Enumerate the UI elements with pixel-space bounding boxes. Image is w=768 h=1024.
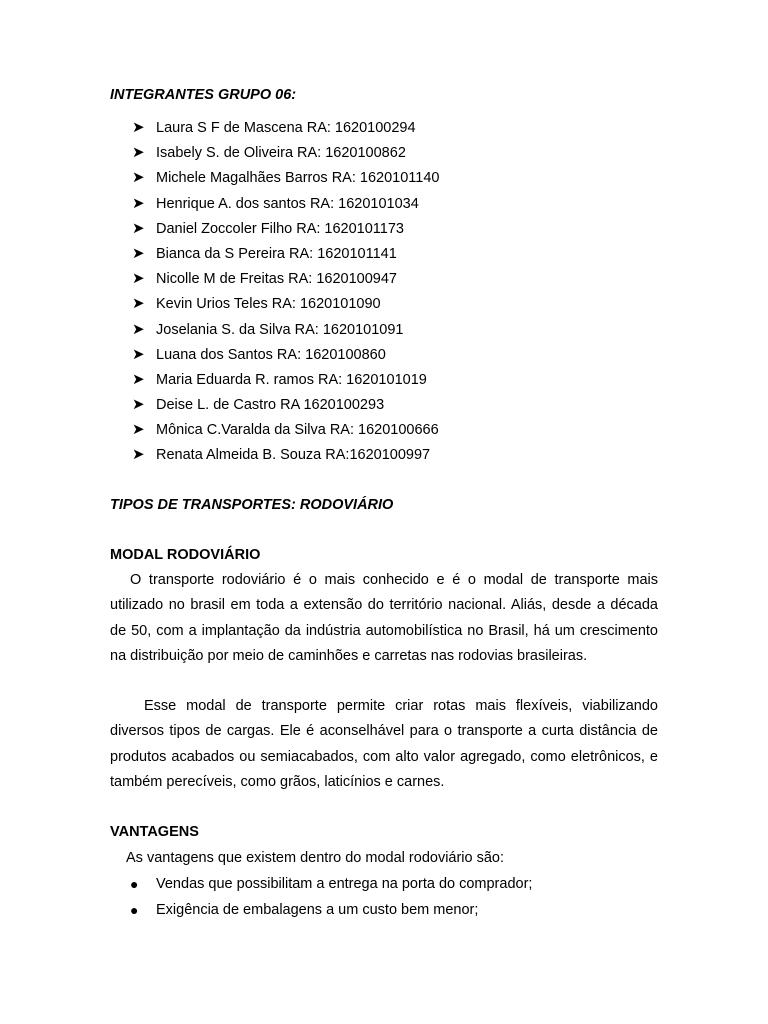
arrowhead-bullet-icon: ➤ bbox=[132, 320, 145, 338]
dot-bullet-icon: ● bbox=[130, 876, 139, 892]
arrowhead-bullet-icon: ➤ bbox=[132, 446, 145, 464]
member-name: Maria Eduarda R. ramos RA: 1620101019 bbox=[156, 371, 427, 388]
member-name: Daniel Zoccoler Filho RA: 1620101173 bbox=[156, 220, 404, 237]
group-title: INTEGRANTES GRUPO 06: bbox=[110, 87, 297, 103]
member-name: Luana dos Santos RA: 1620100860 bbox=[156, 346, 386, 363]
modal-paragraph-1: O transporte rodoviário é o mais conhecido e é o modal de transporte mais utilizado no brasil em toda a extensão do território nacional. Aliás, desde a década de 50, com a implantação da indústria automobilística no Brasil, há um crescimento na distribuição por meio de caminhões e carretas nas rodovias brasileiras. bbox=[110, 572, 658, 665]
member-name: Kevin Urios Teles RA: 1620101090 bbox=[156, 296, 381, 313]
member-name: Joselania S. da Silva RA: 1620101091 bbox=[156, 321, 404, 338]
arrowhead-bullet-icon: ➤ bbox=[132, 421, 145, 439]
list-item bbox=[132, 345, 439, 370]
member-name: Mônica C.Varalda da Silva RA: 1620100666 bbox=[156, 422, 439, 439]
arrowhead-bullet-icon: ➤ bbox=[132, 295, 145, 313]
list-item bbox=[132, 320, 439, 345]
list-item bbox=[132, 294, 439, 319]
transport-types-heading: TIPOS DE TRANSPORTES: RODOVIÁRIO bbox=[110, 497, 394, 513]
list-item bbox=[132, 420, 439, 445]
advantages-intro: As vantagens que existem dentro do modal rodoviário são: bbox=[126, 850, 505, 866]
advantages-list bbox=[130, 874, 532, 925]
list-item bbox=[132, 143, 439, 168]
arrowhead-bullet-icon: ➤ bbox=[132, 119, 145, 136]
member-name: Nicolle M de Freitas RA: 1620100947 bbox=[156, 271, 397, 288]
list-item bbox=[132, 194, 439, 219]
arrowhead-bullet-icon: ➤ bbox=[132, 219, 145, 237]
modal-paragraph-2: Esse modal de transporte permite criar rotas mais flexíveis, viabilizando diversos tipos de cargas. Ele é aconselhável para o transporte a curta distância de produtos acabados ou semiacabados, com alto valor agregado, como eletrônicos, e também perecíveis, como grãos, laticínios e carnes. bbox=[110, 698, 658, 791]
advantages-heading: VANTAGENS bbox=[110, 824, 199, 840]
arrowhead-bullet-icon: ➤ bbox=[132, 194, 145, 212]
list-item bbox=[132, 445, 439, 470]
member-name: Deise L. de Castro RA 1620100293 bbox=[156, 397, 385, 414]
member-name: Renata Almeida B. Souza RA:1620100997 bbox=[156, 447, 431, 464]
member-name: Michele Magalhães Barros RA: 1620101140 bbox=[156, 170, 440, 187]
arrowhead-bullet-icon: ➤ bbox=[132, 396, 145, 414]
arrowhead-bullet-icon: ➤ bbox=[132, 169, 145, 187]
list-item bbox=[132, 370, 439, 395]
list-item bbox=[132, 118, 439, 143]
arrowhead-bullet-icon: ➤ bbox=[132, 270, 145, 288]
list-item bbox=[132, 244, 439, 269]
dot-bullet-icon: ● bbox=[130, 901, 139, 918]
list-item bbox=[132, 219, 439, 244]
member-list bbox=[132, 118, 439, 471]
list-item bbox=[132, 168, 439, 193]
arrowhead-bullet-icon: ➤ bbox=[132, 370, 145, 388]
list-item bbox=[132, 269, 439, 294]
advantage-text: Vendas que possibilitam a entrega na porta do comprador; bbox=[156, 876, 533, 892]
list-item bbox=[132, 395, 439, 420]
list-item bbox=[130, 900, 532, 926]
member-name: Laura S F de Mascena RA: 1620100294 bbox=[156, 120, 416, 136]
member-name: Isabely S. de Oliveira RA: 1620100862 bbox=[156, 145, 406, 162]
arrowhead-bullet-icon: ➤ bbox=[132, 244, 145, 262]
arrowhead-bullet-icon: ➤ bbox=[132, 144, 145, 162]
list-item bbox=[130, 874, 532, 900]
advantage-text: Exigência de embalagens a um custo bem menor; bbox=[156, 901, 479, 918]
member-name: Henrique A. dos santos RA: 1620101034 bbox=[156, 195, 419, 212]
member-name: Bianca da S Pereira RA: 1620101141 bbox=[156, 245, 397, 262]
modal-heading: MODAL RODOVIÁRIO bbox=[110, 547, 261, 563]
arrowhead-bullet-icon: ➤ bbox=[132, 345, 145, 363]
